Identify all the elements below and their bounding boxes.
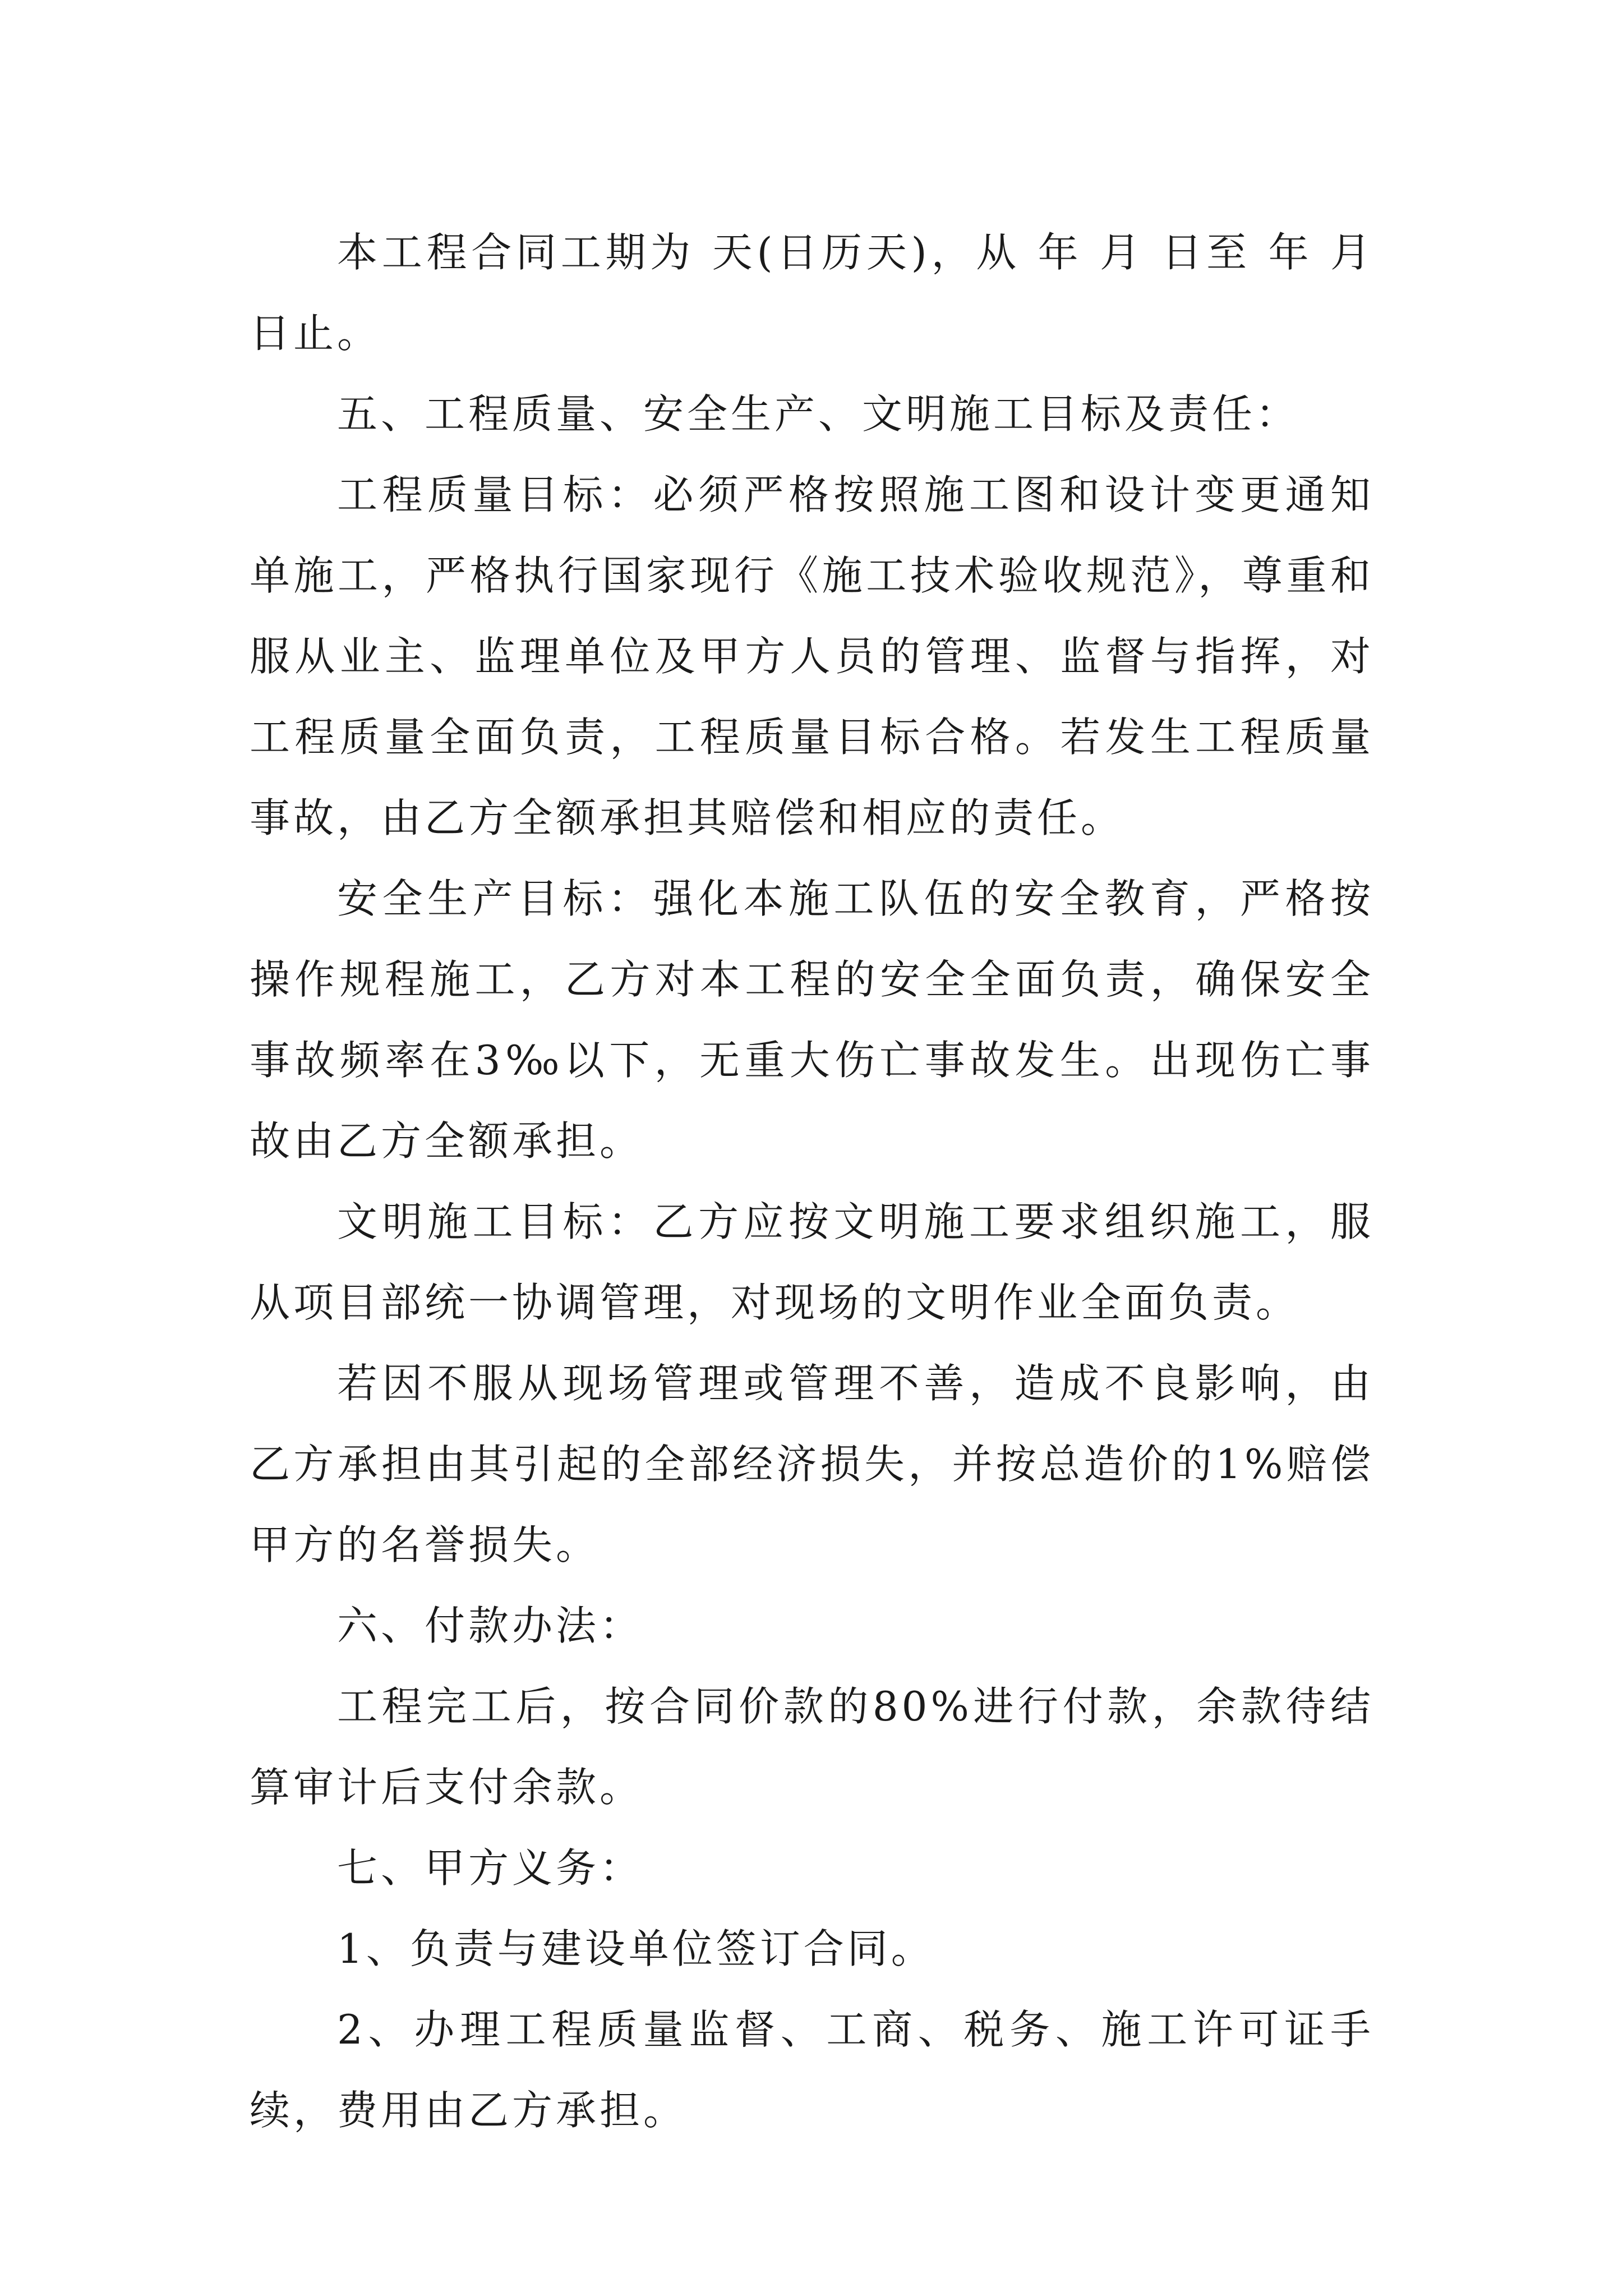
heading-section-6: 六、付款办法： (337, 1602, 644, 1649)
paragraph-civilized-construction-target: 文明施工目标：乙方应按文明施工要求组织施工，服从项目部统一协调管理，对现场的文明作业全面负责。 (250, 1198, 1374, 1326)
heading-section-5: 五、工程质量、安全生产、文明施工目标及责任： (337, 390, 1300, 438)
paragraph-safety-target: 安全生产目标：强化本施工队伍的安全教育，严格按操作规程施工，乙方对本工程的安全全面负责，确保安全事故频率在3‰以下，无重大伤亡事故发生。出现伤亡事故由乙方全额承担。 (250, 875, 1374, 1165)
paragraph-management-penalty: 若因不服从现场管理或管理不善，造成不良影响，由乙方承担由其引起的全部经济损失，并按总造价的1%赔偿甲方的名誉损失。 (250, 1360, 1374, 1568)
paragraph-construction-period: 本工程合同工期为 天(日历天)，从 年 月 日至 年 月日止。 (250, 229, 1374, 357)
paragraph-payment: 工程完工后，按合同价款的80%进行付款，余款待结算审计后支付余款。 (250, 1683, 1374, 1811)
document-body (250, 212, 1374, 2151)
paragraph-obligation-1: 1、负责与建设单位签订合同。 (337, 1925, 935, 1972)
heading-section-7: 七、甲方义务： (337, 1844, 644, 1892)
paragraph-obligation-2: 2、办理工程质量监督、工商、税务、施工许可证手续，费用由乙方承担。 (250, 2006, 1374, 2134)
paragraph-quality-target: 工程质量目标：必须严格按照施工图和设计变更通知单施工，严格执行国家现行《施工技术验收规范》，尊重和服从业主、监理单位及甲方人员的管理、监督与指挥，对工程质量全面负责，工程质量目标合格。若发生工程质量事故，由乙方全额承担其赔偿和相应的责任。 (250, 471, 1374, 841)
